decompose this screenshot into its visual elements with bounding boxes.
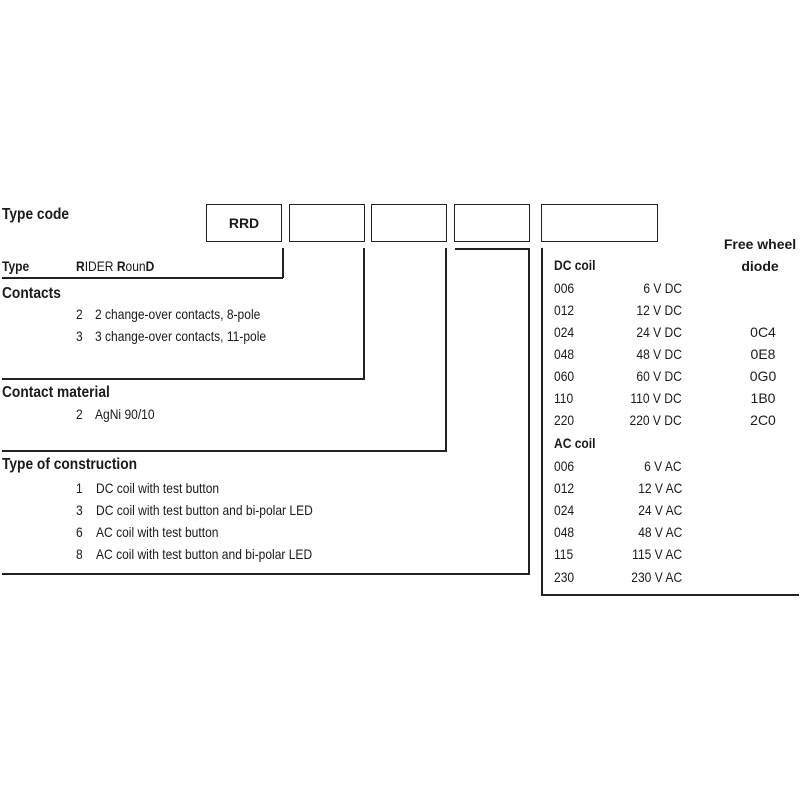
contact-material-item-desc: AgNi 90/10 xyxy=(95,406,155,422)
connector-coil-vertical xyxy=(541,248,543,596)
contacts-item-desc: 2 change-over contacts, 8-pole xyxy=(95,306,261,322)
construction-item-code: 3 xyxy=(76,502,83,518)
dc-coil-voltage: 6 V DC xyxy=(643,280,682,296)
construction-item-code: 1 xyxy=(76,480,83,496)
dc-coil-code: 220 xyxy=(554,412,575,428)
dc-coil-code: 110 xyxy=(554,390,574,406)
ac-coil-voltage: 12 V AC xyxy=(637,480,682,496)
dc-coil-voltage: 110 V DC xyxy=(630,390,682,406)
contacts-item-desc: 3 change-over contacts, 11-pole xyxy=(95,328,267,344)
ac-coil-code: 048 xyxy=(554,524,575,540)
ac-coil-code: 012 xyxy=(554,480,575,496)
ac-coil-voltage: 6 V AC xyxy=(644,458,682,474)
ac-coil-code: 115 xyxy=(554,546,574,562)
ac-coil-code: 230 xyxy=(554,569,575,585)
dc-coil-code: 048 xyxy=(554,346,575,362)
connector-construction-top xyxy=(455,248,529,250)
dc-coil-title: DC coil xyxy=(554,257,596,273)
type-desc-part: R xyxy=(116,258,126,274)
dc-coil-code: 006 xyxy=(554,280,575,296)
construction-item-desc: AC coil with test button and bi-polar LED xyxy=(96,546,313,562)
dc-coil-voltage: 24 V DC xyxy=(636,324,682,340)
connector-contacts-horizontal xyxy=(2,378,365,380)
dc-coil-diode: 1B0 xyxy=(750,390,776,406)
dc-coil-diode: 2C0 xyxy=(750,412,776,428)
connector-coil-horizontal xyxy=(541,594,799,596)
construction-item-desc: AC coil with test button xyxy=(96,524,219,540)
dc-coil-voltage: 220 V DC xyxy=(629,412,682,428)
dc-coil-diode: 0C4 xyxy=(750,324,776,340)
type-code-box-contacts xyxy=(289,204,365,242)
type-code-box-coil xyxy=(541,204,658,242)
construction-item-code: 6 xyxy=(76,524,83,540)
type-desc-part: oun xyxy=(125,258,146,274)
type-desc-part: R xyxy=(76,258,85,274)
free-wheel-line2: diode xyxy=(741,258,779,274)
type-desc-part: D xyxy=(145,258,155,274)
connector-construction-horizontal xyxy=(2,573,530,575)
free-wheel-line1: Free wheel xyxy=(723,236,797,252)
ac-coil-voltage: 115 V AC xyxy=(632,546,682,562)
ac-coil-voltage: 230 V AC xyxy=(631,569,682,585)
type-desc-part: IDER xyxy=(84,258,117,274)
construction-item-desc: DC coil with test button and bi-polar LED xyxy=(96,502,313,518)
ac-coil-voltage: 24 V AC xyxy=(637,502,682,518)
connector-type-horizontal xyxy=(2,277,283,279)
dc-coil-code: 024 xyxy=(554,324,575,340)
ac-coil-code: 006 xyxy=(554,458,575,474)
contact-material-item-code: 2 xyxy=(76,406,83,422)
contacts-item-code: 2 xyxy=(76,306,83,322)
type-description xyxy=(76,258,154,274)
type-code-box-type-text: RRD xyxy=(228,215,260,231)
dc-coil-voltage: 12 V DC xyxy=(636,302,682,318)
dc-coil-diode: 0G0 xyxy=(749,368,777,384)
connector-type-vertical xyxy=(282,248,284,278)
connector-material-vertical xyxy=(445,248,447,451)
contacts-title: Contacts xyxy=(2,285,61,302)
dc-coil-diode: 0E8 xyxy=(750,346,776,362)
contact-material-title: Contact material xyxy=(2,384,110,401)
connector-contacts-vertical xyxy=(363,248,365,379)
dc-coil-code: 060 xyxy=(554,368,575,384)
type-label: Type xyxy=(2,258,30,274)
dc-coil-code: 012 xyxy=(554,302,575,318)
dc-coil-voltage: 48 V DC xyxy=(636,346,682,362)
type-code-title: Type code xyxy=(2,206,70,223)
type-code-box-material xyxy=(371,204,447,242)
ac-coil-title: AC coil xyxy=(554,435,596,451)
contacts-item-code: 3 xyxy=(76,328,83,344)
free-wheel-diode-header xyxy=(710,233,800,277)
dc-coil-voltage: 60 V DC xyxy=(636,368,682,384)
construction-title: Type of construction xyxy=(2,456,138,473)
type-code-box-construction xyxy=(454,204,530,242)
ac-coil-voltage: 48 V AC xyxy=(637,524,682,540)
construction-item-code: 8 xyxy=(76,546,83,562)
type-code-box-type xyxy=(206,204,282,242)
ac-coil-code: 024 xyxy=(554,502,575,518)
connector-construction-vertical xyxy=(528,248,530,574)
connector-material-horizontal xyxy=(2,450,447,452)
construction-item-desc: DC coil with test button xyxy=(96,480,220,496)
